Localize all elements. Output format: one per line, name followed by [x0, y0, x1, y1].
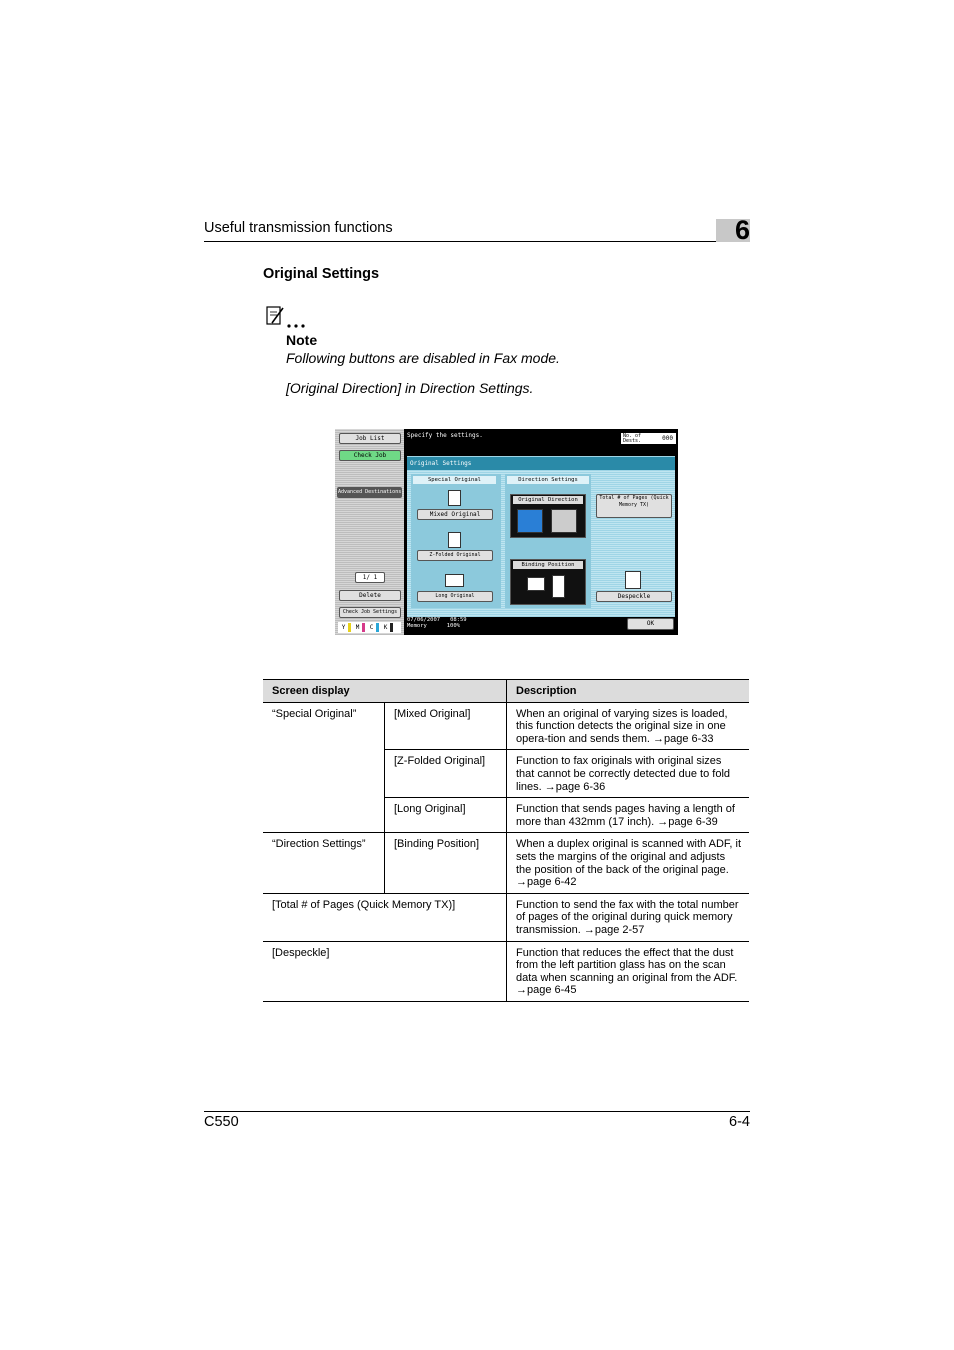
direction-icon-left	[517, 509, 543, 533]
advanced-destinations-label: Advanced Destinations	[337, 487, 402, 498]
table-row	[263, 941, 749, 1001]
check-job-button[interactable]: Check Job	[339, 450, 401, 461]
row-description: Function to fax originals with original sizes that cannot be correctly detected due to fold lines. →page 6-36	[507, 750, 750, 798]
header-rule	[204, 241, 750, 242]
row-description: Function that reduces the effect that the dust from the left partition glass has on the scan data when scanning an original from the ADF. →page 6-45	[507, 941, 750, 1001]
row-item: [Mixed Original]	[385, 702, 507, 750]
row-description: Function to send the fax with the total number of pages of the original during quick memory transmission. →page 2-57	[507, 893, 750, 941]
footer-page-number: 6-4	[729, 1114, 750, 1130]
note-line: Following buttons are disabled in Fax mode.	[286, 350, 560, 366]
memory-label: Memory	[407, 623, 427, 629]
chapter-number: 6	[734, 215, 750, 245]
toner-y: Y	[339, 623, 351, 632]
toner-m: M	[353, 623, 365, 632]
note-line: [Original Direction] in Direction Settings.	[286, 380, 534, 396]
ok-button[interactable]: OK	[627, 618, 674, 630]
pencil-note-icon	[263, 304, 309, 330]
long-original-button[interactable]: Long Original	[417, 591, 493, 602]
long-original-icon	[445, 574, 464, 587]
original-direction-label: Original Direction	[513, 496, 583, 504]
toner-k: K	[381, 623, 393, 632]
binding-top-icon	[552, 575, 565, 598]
table-header-row	[263, 680, 749, 703]
binding-position-button[interactable]	[510, 559, 586, 605]
table-row	[263, 833, 749, 893]
time-text: 08:59	[450, 617, 467, 623]
direction-settings-header: Direction Settings	[507, 476, 589, 484]
prompt-text: Specify the settings.	[407, 432, 483, 439]
status-footer	[407, 617, 467, 629]
row-description: Function that sends pages having a length of more than 432mm (17 inch). →page 6-39	[507, 798, 750, 833]
mixed-original-icon	[448, 490, 461, 506]
binding-left-icon	[527, 577, 545, 591]
control-panel-screenshot	[335, 429, 678, 635]
table-row	[263, 893, 749, 941]
despeckle-icon	[625, 571, 641, 589]
binding-position-label: Binding Position	[513, 561, 583, 569]
direction-icon-right	[551, 509, 577, 533]
z-folded-icon	[448, 532, 461, 548]
row-item: [Z-Folded Original]	[385, 750, 507, 798]
col-header-screen-display: Screen display	[263, 680, 507, 703]
section-title: Original Settings	[263, 266, 380, 282]
row-description: When an original of varying sizes is loaded, this function detects the original size in one opera-tion and sends them. →page 6-33	[507, 702, 750, 750]
note-label: Note	[286, 332, 318, 348]
running-header-title: Useful transmission functions	[204, 220, 393, 236]
dest-counter-value: 000	[662, 435, 673, 442]
row-group: “Special Original”	[263, 702, 385, 833]
despeckle-button[interactable]: Despeckle	[596, 591, 672, 602]
row-description: When a duplex original is scanned with ADF, it sets the margins of the original and adjusts the position of the back of the original page. →page 6-42	[507, 833, 750, 893]
z-folded-original-button[interactable]: Z-Folded Original	[417, 550, 493, 561]
toner-indicator	[338, 622, 401, 633]
date-text: 07/06/2007	[407, 617, 441, 623]
mixed-original-button[interactable]: Mixed Original	[417, 509, 493, 520]
footer-rule	[204, 1111, 750, 1112]
dest-counter-label: No. of Dests.	[623, 433, 642, 444]
original-direction-button[interactable]	[510, 494, 586, 538]
delete-button[interactable]: Delete	[339, 590, 401, 601]
dest-counter	[620, 432, 677, 445]
memory-value: 100%	[446, 623, 460, 629]
row-item: [Long Original]	[385, 798, 507, 833]
page-counter: 1/ 1	[355, 572, 385, 583]
row-group: [Despeckle]	[263, 941, 507, 1001]
row-group: “Direction Settings”	[263, 833, 385, 893]
table-row	[263, 702, 749, 750]
footer-model: C550	[204, 1114, 239, 1130]
col-header-description: Description	[507, 680, 750, 703]
total-pages-button[interactable]: Total # of Pages (Quick Memory TX)	[596, 494, 672, 518]
toner-c: C	[367, 623, 379, 632]
screen-title: Original Settings	[407, 457, 675, 470]
row-group: [Total # of Pages (Quick Memory TX)]	[263, 893, 507, 941]
check-job-settings-button[interactable]: Check Job Settings	[339, 607, 401, 618]
job-list-button[interactable]: Job List	[339, 433, 401, 444]
row-item: [Binding Position]	[385, 833, 507, 893]
settings-table	[263, 679, 749, 1002]
special-original-header: Special Original	[413, 476, 496, 484]
